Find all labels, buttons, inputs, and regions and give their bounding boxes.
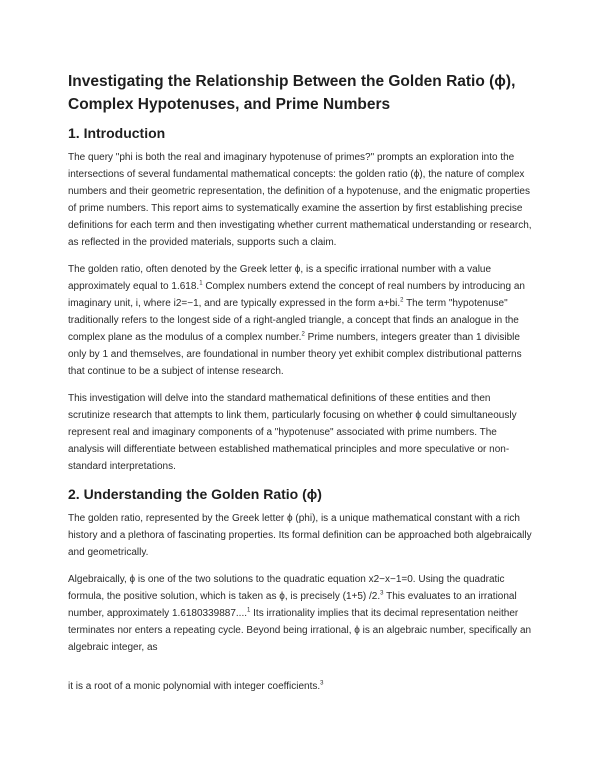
section-1-paragraph-2: [68, 261, 532, 380]
footnote-ref: 1: [247, 607, 251, 614]
section-1-heading: 1. Introduction: [68, 125, 166, 141]
title-line-1: Investigating the Relationship Between the Golden Ratio (ϕ),: [68, 73, 516, 90]
footnote-ref: 2: [400, 297, 404, 304]
text-run: Complex numbers extend the concept of real numbers by introducing an imaginary unit, i, where i2=−1, and are typically expressed in the form a+bi.: [68, 281, 525, 309]
footnote-ref: 3: [380, 590, 384, 597]
text-run: Prime numbers, integers greater than 1 divisible only by 1 and themselves, are foundational in number theory yet exhibit complex distributional patterns that continue to be a subject of intense research.: [68, 332, 522, 377]
title-line-2: Complex Hypotenuses, and Prime Numbers: [68, 96, 391, 113]
text-run: The golden ratio, often denoted by the Greek letter ϕ, is a specific irrational number with a value approximately equal to 1.618.: [68, 264, 492, 292]
section-2-heading: 2. Understanding the Golden Ratio (ϕ): [68, 486, 322, 502]
text-run: Algebraically, ϕ is one of the two solutions to the quadratic equation x2−x−1=0. Using the quadratic formula, the positive solution, which is taken as ϕ, is precisely (1+5) /2.: [68, 574, 505, 602]
text-run: The term "hypotenuse" traditionally refers to the longest side of a right-angled triangle, a concept that finds an analogue in the complex plane as the modulus of a complex number.: [68, 298, 519, 343]
document-title: [68, 70, 532, 116]
section-1-paragraph-1: The query "phi is both the real and imaginary hypotenuse of primes?" prompts an exploration into the intersections of several fundamental mathematical concepts: the golden ratio (ϕ), the nature of complex numbers and their geometric representation, the definition of a hypotenuse, and the enigmatic properties of prime numbers. This report aims to systematically examine the assertion by first establishing precise definitions for each term and then investigating whether current mathematical understanding or research, as reflected in the provided materials, supports such a claim.: [68, 152, 532, 248]
text-run: This evaluates to an irrational number, approximately 1.6180339887....: [68, 591, 517, 619]
section-2-paragraph-3: [68, 678, 532, 695]
footnote-ref: 1: [199, 280, 203, 287]
footnote-ref: 2: [301, 331, 305, 338]
section-1-paragraph-3: This investigation will delve into the standard mathematical definitions of these entities and then scrutinize research that attempts to link them, particularly focusing on whether ϕ could simultaneously represent real and imaginary components of a "hypotenuse" associated with prime numbers. The analysis will differentiate between established mathematical principles and more speculative or non-standard interpretations.: [68, 393, 517, 472]
footnote-ref: 3: [320, 680, 324, 687]
text-run: Its irrationality implies that its decimal representation neither terminates nor enters a repeating cycle. Beyond being irrational, ϕ is an algebraic number, specifically an algebraic integer, as: [68, 608, 532, 653]
section-2-paragraph-1: The golden ratio, represented by the Greek letter ϕ (phi), is a unique mathematical constant with a rich history and a plethora of fascinating properties. Its formal definition can be approached both algebraically and geometrically.: [68, 513, 532, 558]
text-run: it is a root of a monic polynomial with integer coefficients.: [68, 681, 321, 692]
section-2-paragraph-2: [68, 571, 532, 656]
